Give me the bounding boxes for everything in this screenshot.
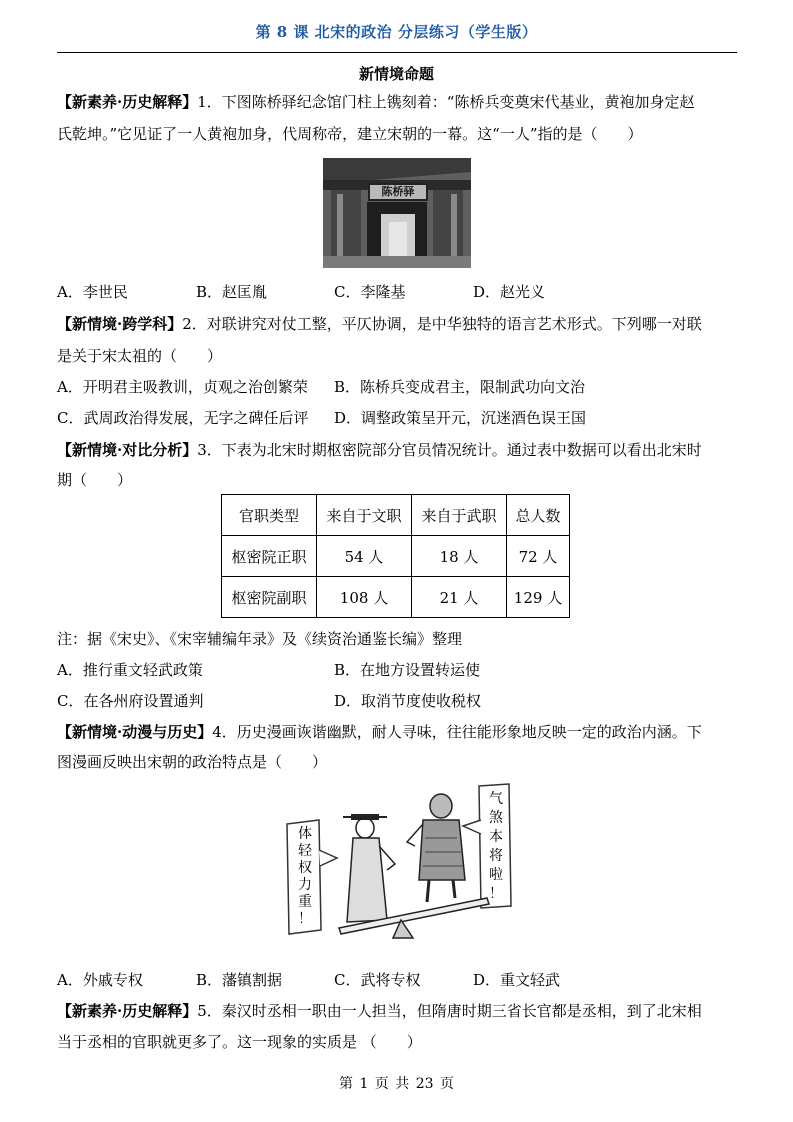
q1-text1: 1．下图陈桥驿纪念馆门柱上镌刻着：“陈桥兵变奠宋代基业，黄袍加身定赵 <box>197 93 695 111</box>
q2-text1: 2．对联讲究对仗工整，平仄协调，是中华独特的语言艺术形式。下列哪一对联 <box>182 315 702 333</box>
q2-option-d[interactable]: D．调整政策呈开元，沉迷酒色误王国 <box>334 409 587 427</box>
q1-option-d[interactable]: D．赵光义 <box>473 283 546 301</box>
document-header-title: 第 8 课 北宋的政治 分层练习（学生版） <box>255 23 538 41</box>
q2-option-c[interactable]: C．武周政治得发展，无字之碑任后评 <box>57 409 309 427</box>
q4-option-d[interactable]: D．重文轻武 <box>473 971 561 989</box>
q3-option-d[interactable]: D．取消节度使收税权 <box>334 692 482 710</box>
q1-line2: 氏乾坤。”它见证了一人黄袍加身，代周称帝，建立宋朝的一幕。这“一人”指的是（ ） <box>57 125 643 143</box>
q3-option-a[interactable]: A．推行重文轻武政策 <box>57 661 203 679</box>
right-speech-char: 将 <box>489 848 503 864</box>
q4-option-c[interactable]: C．武将专权 <box>334 971 421 989</box>
left-speech-char: 轻 <box>298 843 312 859</box>
table-row <box>222 536 570 577</box>
section-title: 新情境命题 <box>358 65 434 83</box>
q3-option-b[interactable]: B．在地方设置转运使 <box>334 661 481 679</box>
q1-line1 <box>57 92 741 112</box>
page-footer: 第 1 页 共 23 页 <box>339 1076 454 1092</box>
q4-tag: 【新情境·动漫与历史】 <box>57 723 213 741</box>
q3-option-c[interactable]: C．在各州府设置通判 <box>57 692 204 710</box>
seesaw-cartoon <box>283 780 513 952</box>
left-speech-char: 重 <box>298 894 312 910</box>
q3-text1: 3．下表为北宋时期枢密院部分官员情况统计。通过表中数据可以看出北宋时 <box>197 441 702 459</box>
q5-line2: 当于丞相的官职就更多了。这一现象的实质是 （ ） <box>57 1033 422 1051</box>
table-cell: 枢密院正职 <box>222 536 317 577</box>
table-cell: 54 人 <box>317 536 412 577</box>
q3-tag: 【新情境·对比分析】 <box>57 441 198 459</box>
table-header-cell: 总人数 <box>507 495 570 536</box>
photo-plaque-text: 陈桥驿 <box>381 185 415 198</box>
table-header-cell: 来自于文职 <box>317 495 412 536</box>
table-cell: 21 人 <box>412 577 507 618</box>
left-speech-char: 权 <box>298 860 312 876</box>
right-speech-char: 本 <box>489 829 503 845</box>
q1-option-c[interactable]: C．李隆基 <box>334 283 406 301</box>
q2-line2: 是关于宋太祖的（ ） <box>57 347 223 365</box>
q5-line1 <box>57 1001 741 1021</box>
q4-line2: 图漫画反映出宋朝的政治特点是（ ） <box>57 753 328 771</box>
left-speech-char: ！ <box>298 911 312 927</box>
q5-tag: 【新素养·历史解释】 <box>57 1002 198 1020</box>
q3-note: 注：据《宋史》、《宋宰辅编年录》及《续资治通鉴长编》整理 <box>57 630 463 648</box>
table-cell: 枢密院副职 <box>222 577 317 618</box>
q5-text1: 5．秦汉时丞相一职由一人担当，但隋唐时期三省长官都是丞相，到了北宋相 <box>197 1002 702 1020</box>
table-cell: 108 人 <box>317 577 412 618</box>
left-speech-text <box>293 826 317 928</box>
table-header-cell: 官职类型 <box>222 495 317 536</box>
q4-text1: 4．历史漫画诙谐幽默，耐人寻味，往往能形象地反映一定的政治内涵。下 <box>212 723 702 741</box>
table-cell: 129 人 <box>507 577 570 618</box>
q1-option-b[interactable]: B．赵匡胤 <box>196 283 268 301</box>
q2-option-b[interactable]: B．陈桥兵变成君主，限制武功向文治 <box>334 378 586 396</box>
q2-tag: 【新情境·跨学科】 <box>57 315 183 333</box>
right-speech-char: 啦 <box>489 867 503 883</box>
table-header-row <box>222 495 570 536</box>
table-cell: 18 人 <box>412 536 507 577</box>
right-speech-text <box>483 790 509 904</box>
table-cell: 72 人 <box>507 536 570 577</box>
header-divider <box>57 52 737 53</box>
chenqiao-memorial-photo <box>323 158 471 268</box>
q1-tag: 【新素养·历史解释】 <box>57 93 198 111</box>
left-speech-char: 力 <box>298 877 312 893</box>
right-speech-char: 煞 <box>489 810 503 826</box>
q3-line2: 期（ ） <box>57 471 133 489</box>
q1-option-a[interactable]: A．李世民 <box>57 283 128 301</box>
q4-option-a[interactable]: A．外戚专权 <box>57 971 143 989</box>
table-header-cell: 来自于武职 <box>412 495 507 536</box>
q2-option-a[interactable]: A．开明君主吸教训，贞观之治创繁荣 <box>57 378 308 396</box>
q4-line1 <box>57 722 741 742</box>
right-speech-char: ！ <box>489 886 503 902</box>
q4-option-b[interactable]: B．藩镇割据 <box>196 971 283 989</box>
left-speech-char: 体 <box>298 826 312 842</box>
officials-table <box>221 494 570 618</box>
q2-line1 <box>57 314 741 334</box>
table-row <box>222 577 570 618</box>
q3-line1 <box>57 440 741 460</box>
right-speech-char: 气 <box>489 791 503 807</box>
